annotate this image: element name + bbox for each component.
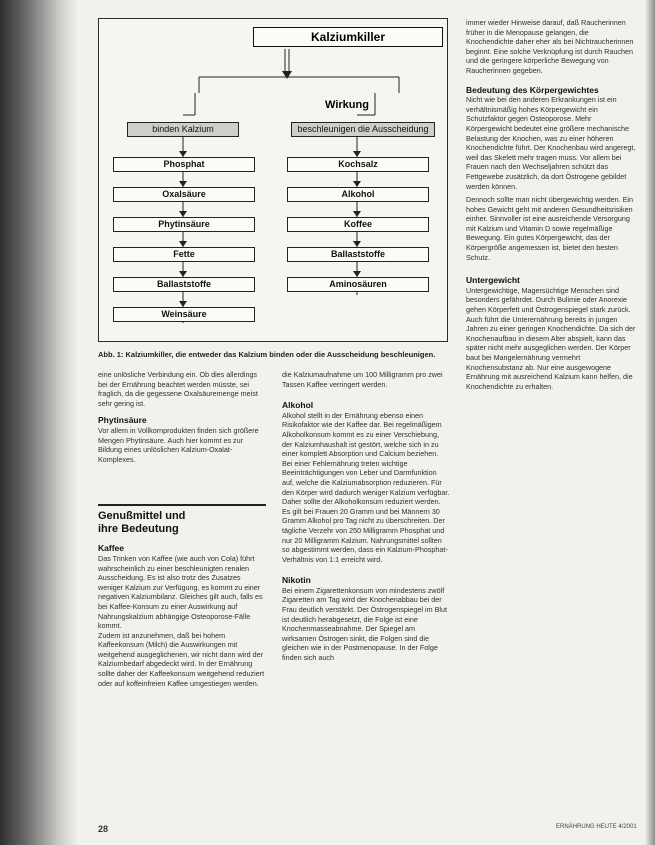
col1-phytin-text: Vor allem in Vollkornprodukten finden sich größere Mengen Phytinsäure. Auch hier kommt es zur Bildung eines unlöslichen Kalzium-Oxalat-Komplexes. (98, 425, 259, 464)
heading-untergewicht: Untergewicht (466, 275, 520, 286)
right-item-ballaststoffe: Ballaststoffe (287, 247, 429, 262)
heading-koerpergewicht: Bedeutung des Körpergewichtes (466, 84, 599, 95)
right-item-alkohol: Alkohol (287, 187, 429, 202)
col1-intro: eine unlösliche Verbindung ein. Ob dies allerdings bei der Ernährung beachtet werden müsste, sei fraglich, da die gegessene Oxalsäuremenge meist sehr gering ist. (98, 370, 258, 408)
col2-alkohol-text: Alkohol stellt in der Ernährung ebenso einen Risikofaktor wie der Kaffee dar. Bei regelmäßigem Alkoholkonsum kommt es zu einer Verschiebung, der Kalziumhaushalt ist gestört, welche sich in zu einer komplett Absorption und Calcium beziehen. Bei einer Fehlernährung treten wichtige Beeinträchtigungen von Leber und Darmfunktion auf, welche die Kalziumabsorption reduzieren. Für den Körper wird dadurch weniger Kalzium verfügbar. Daher sollte der Alkoholkonsum reduziert werden. Es gilt bei Frauen 20 Gramm und bei Männern 30 Gramm Alkohol pro Tag nicht zu überschreiten. Der tägliche Verzehr von 250 Milligramm Phosphat und nur 20 Milligramm Kalzium. Nahrungsmittel sollten so abgestimmt werden, dass ein Kalzium-Phosphat-Verhältnis von 1:1 erreicht wird. (282, 410, 450, 564)
left-item-oxalsaeure: Oxalsäure (113, 187, 255, 202)
left-item-phosphat: Phosphat (113, 157, 255, 172)
left-item-phytinsaeure: Phytinsäure (113, 217, 255, 232)
section-rule (98, 504, 266, 506)
col3-koerpergewicht-text: Nicht wie bei den anderen Erkrankungen ist ein verhältnismäßig hohes Körpergewicht ein Schutzfaktor gegen Osteoporose. Mehr Körpergewicht bedeutet eine größere mechanische Belastung der Knochen, was zu einer höheren Knochendichte führt. Der Knochenbau wird angeregt, weil das Skelett mehr tragen muss. Vor allem bei Frauen nach den Wechseljahren schützt das Fettgewebe zusätzlich, da dort Östrogene gebildet werden können. (466, 95, 636, 191)
left-header: binden Kalzium (127, 122, 239, 137)
column-3 (466, 18, 636, 391)
diagram-title: Kalziumkiller (253, 27, 443, 47)
left-item-fette: Fette (113, 247, 255, 262)
col3-intro: immer wieder Hinweise darauf, daß Raucherinnen früher in die Menopause gelangen, die Knochendichte daher eher als bei Nichtraucherinnen beginnt. Eine solche Verknüpfung ist durch Rauchen und die geringere körperliche Bewegung von Raucherinnen gegeben. (466, 18, 634, 75)
figure-caption: Abb. 1: Kalziumkiller, die entweder das Kalzium binden oder die Ausscheidung beschleunigen. (98, 350, 436, 359)
binding-shadow (0, 0, 78, 845)
right-item-koffee: Koffee (287, 217, 429, 232)
section-title-line-1: Genußmittel und (98, 510, 186, 523)
diagram-center-label: Wirkung (325, 99, 369, 111)
right-item-kochsalz: Kochsalz (287, 157, 429, 172)
column-2 (282, 370, 450, 663)
heading-phytinsaeure: Phytinsäure (98, 415, 147, 426)
left-item-weinsaeure: Weinsäure (113, 307, 255, 322)
right-item-aminosaeuren: Aminosäuren (287, 277, 429, 292)
col1-kaffee-text-2: Zudem ist anzunehmen, daß bei hohem Kaffeekonsum (Milch) die Auswirkungen mit weitgehend ausgeglichenen, wir nicht dann wird der Kalziumbedarf abgedeckt wird. In der Ernährung sollte daher der Kaffeekonsum weitgehend reduziert oder auf koffeinfreien Kaffee umgestiegen werden. (98, 630, 265, 688)
col2-intro: die Kalziumaufnahme um 100 Milligramm pro zwei Tassen Kaffee verringert werden. (282, 370, 443, 389)
left-item-ballaststoffe: Ballaststoffe (113, 277, 255, 292)
page-edge-shadow (645, 0, 655, 845)
col1-kaffee-text: Das Trinken von Kaffee (wie auch von Cola) führt wahrscheinlich zu einer beschleunigten renalen Ausscheidung. Es ist also trotz des Zusatzes weniger Kalzium zur Verfügung, es kommt zu einer negativen Kalziumbilanz. Gleiches gilt auch, falls es bei Kaffee-Konsum zu einer Auswirkung auf Nahrungskalzium abhängige Osteoporose-Fälle kommt. (98, 553, 263, 631)
col2-nikotin-text: Bei einem Zigarettenkonsum von mindestens zwölf Zigaretten am Tag wird der Knochenabbau bei der Frau deutlich verstärkt. Der Östrogenspiegel im Blut ist deutlich herabgesetzt, die Folge ist eine Knochenmasseabnahme. Der Spiegel am wirksamen Östrogen sinkt, die Folgen sind die gleichen wie in der Postmenopause. In der Folge finden sich auch (282, 585, 447, 663)
heading-alkohol: Alkohol (282, 400, 314, 411)
calcium-killer-diagram (98, 18, 448, 342)
col3-koerpergewicht-text-2: Dennoch sollte man nicht übergewichtig werden. Ein hohes Gewicht geht mit anderen Gesundheitsrisiken einher. Sinnvoller ist eine ausreichende Versorgung mit Kalzium und Vitamin D sowie regelmäßige Bewegung. Ein gutes Körpergewicht, das der Körpergröße angemessen ist, bietet den besten Schutz. (466, 195, 634, 262)
column-1 (98, 370, 266, 688)
section-title-line-2: ihre Bedeutung (98, 523, 179, 536)
right-header: beschleunigen die Ausscheidung (291, 122, 435, 137)
col3-untergewicht-text: Untergewichtige, Magersüchtige Menschen sind besonders gefährdet. Durch Bulimie oder Anorexie gehen Körperfett und Östrogenspiegel stark zurück. Auch führt die Unterernährung bereits in jungen Jahren zu einer geringen Knochendichte. Da sich der Knochenaufbau in diesem Alter abspielt, kann das später nicht mehr ausgeglichen werden. Der Körper baut bei Mangelernährung vermehrt Knochensubstanz ab. Nur eine ausgewogene Ernährung mit ausreichend Kalzium kann helfen, die Knochendichte zu erhalten. (466, 285, 636, 391)
heading-kaffee: Kaffee (98, 543, 124, 554)
diagram-connectors (99, 19, 447, 341)
footer-source: ERNÄHRUNG HEUTE 4/2001 (556, 824, 637, 830)
page-number: 28 (98, 824, 109, 834)
heading-nikotin: Nikotin (282, 575, 311, 586)
